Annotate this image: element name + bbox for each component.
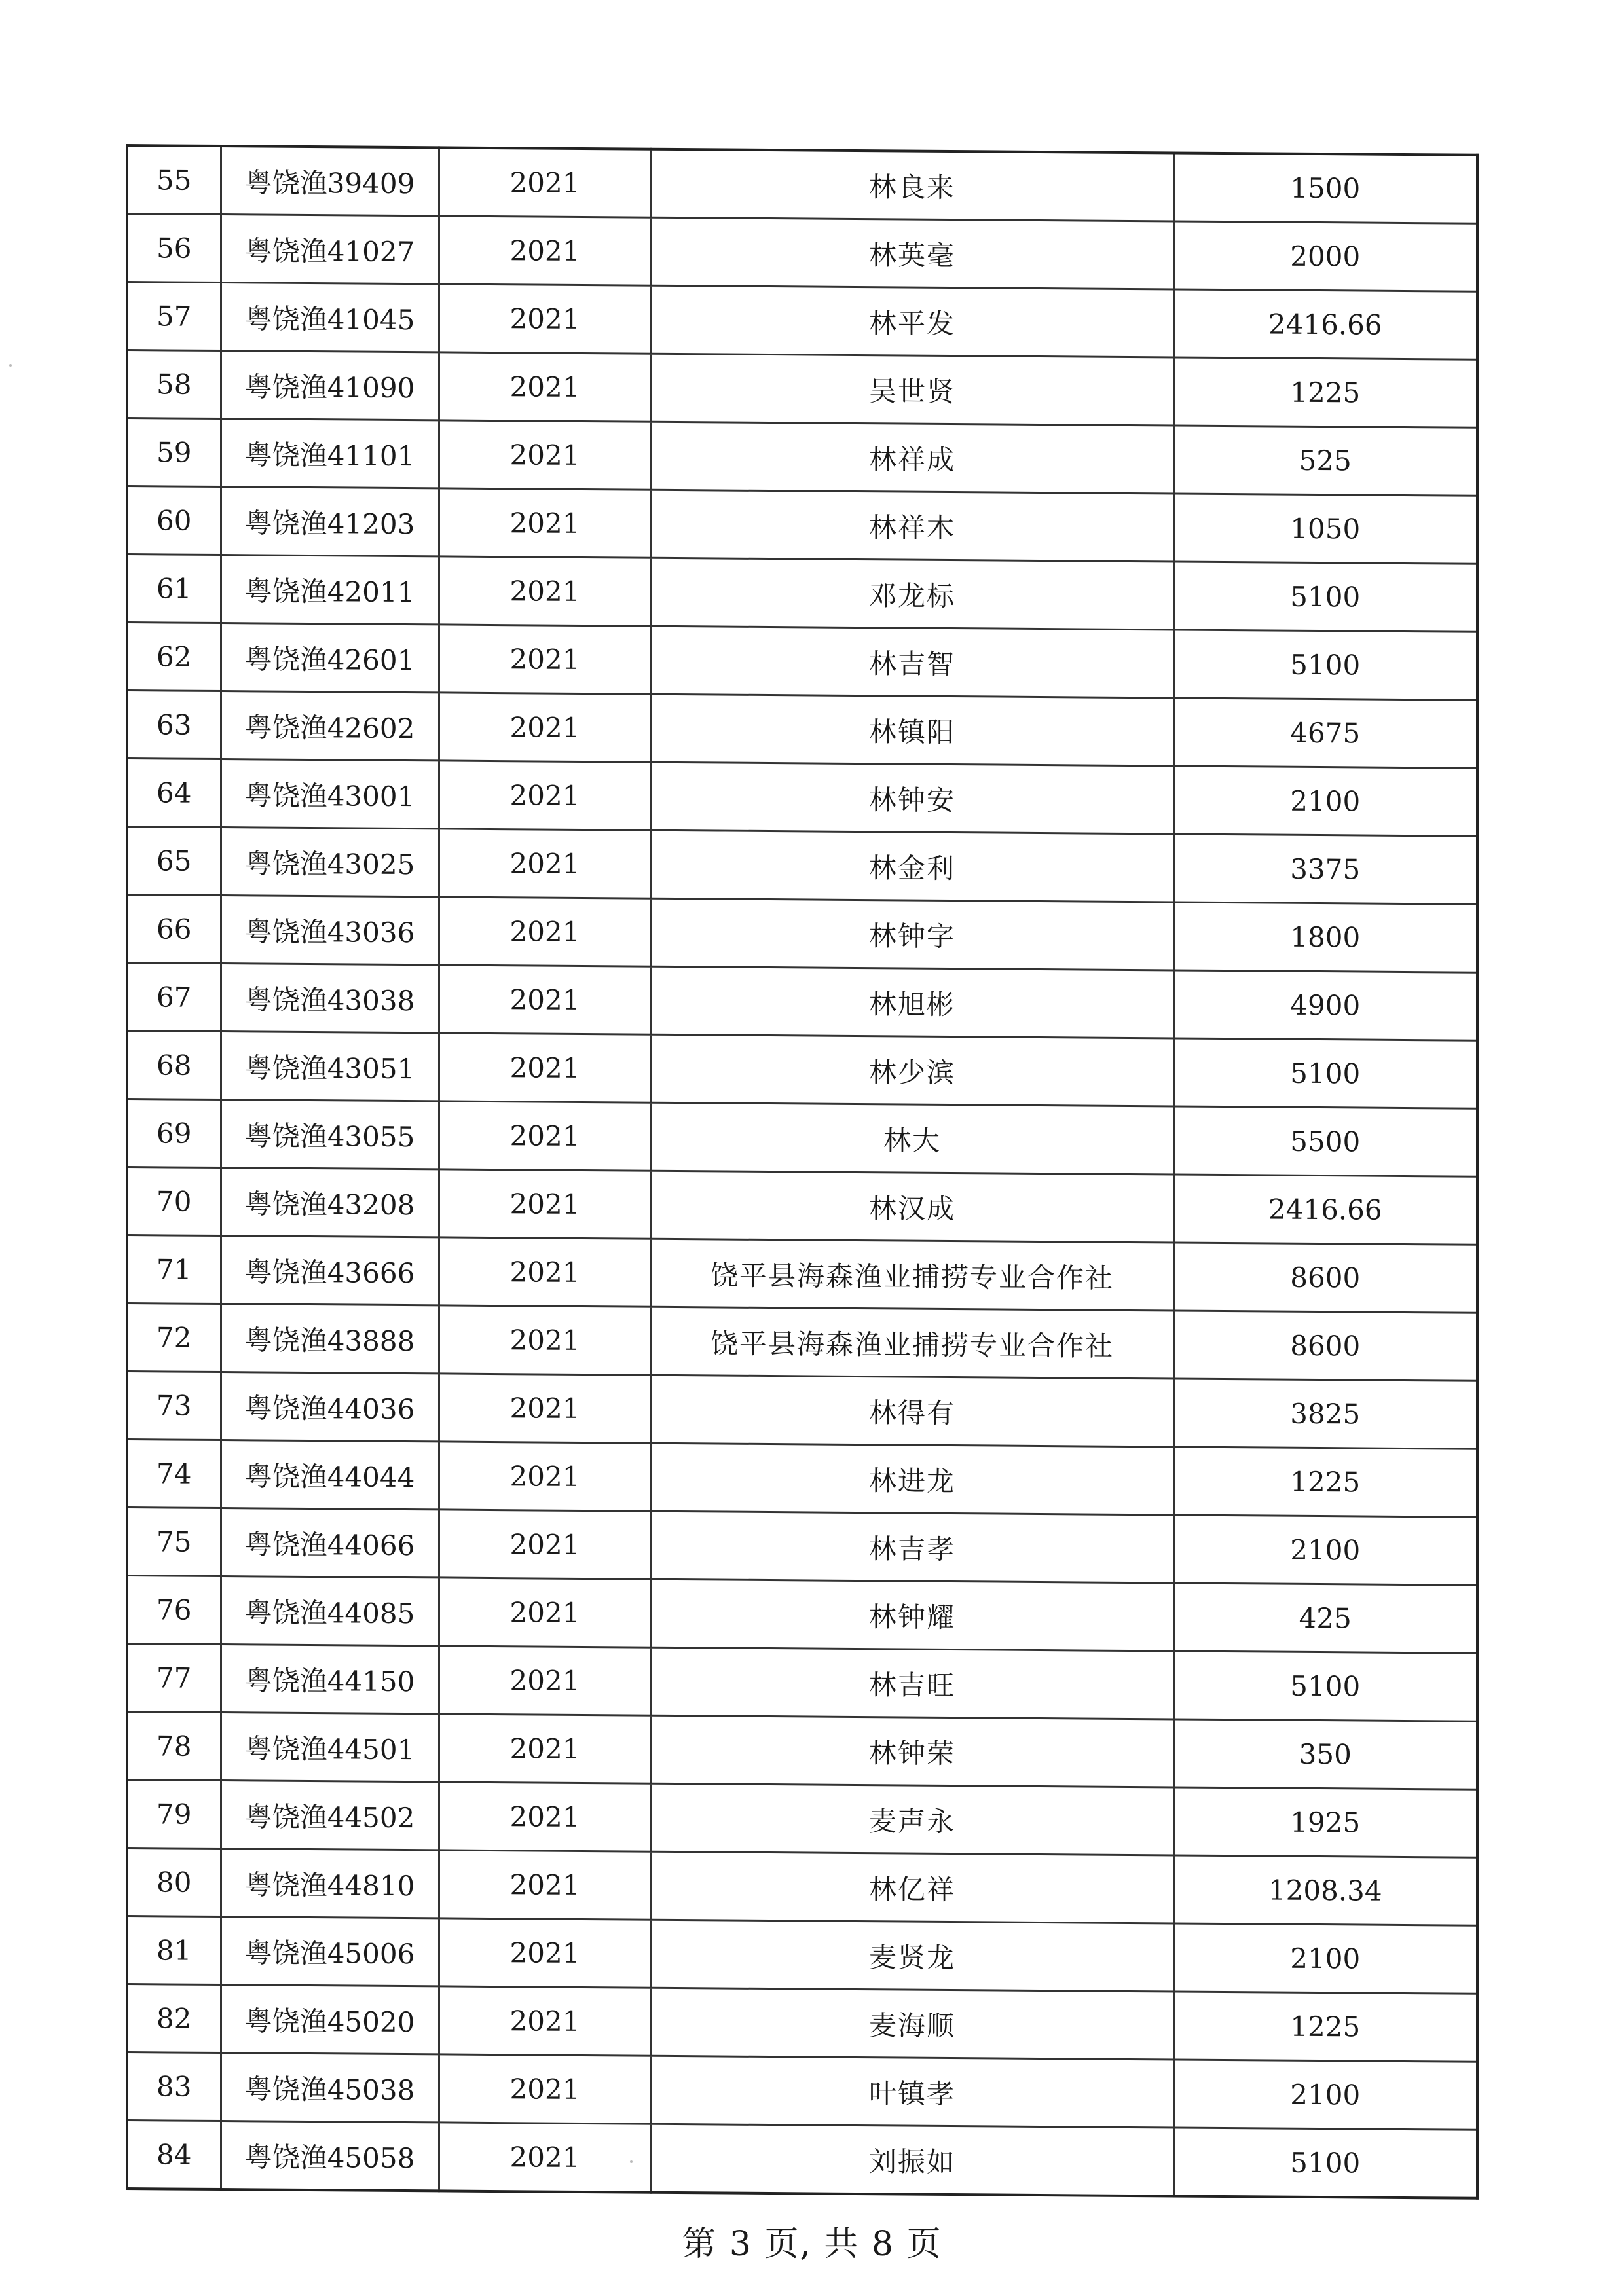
boat-number-cell: 粤饶渔45006 bbox=[221, 1917, 439, 1986]
owner-name-cell: 林良来 bbox=[651, 149, 1173, 221]
boat-number-cell: 粤饶渔44044 bbox=[221, 1440, 439, 1510]
boat-number-cell: 粤饶渔41090 bbox=[221, 351, 439, 420]
amount-cell: 1225 bbox=[1173, 1447, 1477, 1517]
year-cell: 2021 bbox=[439, 1646, 651, 1715]
row-index-cell: 76 bbox=[127, 1576, 221, 1645]
table-row bbox=[127, 486, 1477, 564]
row-index-cell: 81 bbox=[127, 1916, 221, 1985]
table-row bbox=[127, 282, 1477, 360]
boat-number-cell: 粤饶渔43036 bbox=[221, 896, 439, 965]
row-index-cell: 71 bbox=[127, 1235, 221, 1304]
page-number: 第 3 页, 共 8 页 bbox=[682, 2225, 942, 2264]
boat-number-cell: 粤饶渔45058 bbox=[221, 2121, 439, 2191]
amount-cell: 5100 bbox=[1173, 2128, 1477, 2198]
owner-name-cell: 刘振如 bbox=[651, 2124, 1173, 2196]
row-index-cell: 80 bbox=[127, 1848, 221, 1917]
owner-name-cell: 麦声永 bbox=[651, 1783, 1173, 1855]
owner-name-cell: 麦贤龙 bbox=[651, 1920, 1173, 1992]
row-index-cell: 70 bbox=[127, 1167, 221, 1236]
owner-name-cell: 饶平县海森渔业捕捞专业合作社 bbox=[651, 1307, 1173, 1379]
amount-cell: 2100 bbox=[1173, 766, 1477, 836]
boat-number-cell: 粤饶渔43038 bbox=[221, 964, 439, 1033]
boat-number-cell: 粤饶渔44036 bbox=[221, 1372, 439, 1442]
table-row bbox=[127, 214, 1477, 292]
owner-name-cell: 吴世贤 bbox=[651, 354, 1173, 426]
row-index-cell: 66 bbox=[127, 895, 221, 964]
table-row bbox=[127, 2052, 1477, 2130]
table-row bbox=[127, 1099, 1477, 1177]
amount-cell: 1925 bbox=[1173, 1787, 1477, 1857]
amount-cell: 5100 bbox=[1173, 562, 1477, 632]
owner-name-cell: 林得有 bbox=[651, 1375, 1173, 1447]
row-index-cell: 65 bbox=[127, 827, 221, 896]
year-cell: 2021 bbox=[439, 1305, 651, 1375]
row-index-cell: 58 bbox=[127, 350, 221, 419]
boat-number-cell: 粤饶渔43051 bbox=[221, 1032, 439, 1101]
amount-cell: 5100 bbox=[1173, 1038, 1477, 1108]
owner-name-cell: 林旭彬 bbox=[651, 966, 1173, 1038]
year-cell: 2021 bbox=[439, 216, 651, 285]
row-index-cell: 79 bbox=[127, 1780, 221, 1849]
year-cell: 2021 bbox=[439, 829, 651, 898]
boat-number-cell: 粤饶渔42011 bbox=[221, 555, 439, 625]
table-row bbox=[127, 1031, 1477, 1109]
amount-cell: 525 bbox=[1173, 426, 1477, 496]
boat-number-cell: 粤饶渔43666 bbox=[221, 1236, 439, 1305]
boat-number-cell: 粤饶渔42602 bbox=[221, 691, 439, 761]
amount-cell: 2000 bbox=[1173, 221, 1477, 291]
row-index-cell: 68 bbox=[127, 1031, 221, 1100]
amount-cell: 1800 bbox=[1173, 902, 1477, 972]
table-row bbox=[127, 1303, 1477, 1381]
owner-name-cell: 林钟荣 bbox=[651, 1715, 1173, 1787]
boat-number-cell: 粤饶渔41045 bbox=[221, 283, 439, 352]
amount-cell: 4675 bbox=[1173, 698, 1477, 768]
table-row bbox=[127, 1984, 1477, 2062]
row-index-cell: 55 bbox=[127, 145, 221, 215]
row-index-cell: 77 bbox=[127, 1644, 221, 1713]
amount-cell: 425 bbox=[1173, 1583, 1477, 1653]
year-cell: 2021 bbox=[439, 488, 651, 558]
year-cell: 2021 bbox=[439, 556, 651, 626]
year-cell: 2021 bbox=[439, 1986, 651, 2056]
amount-cell: 4900 bbox=[1173, 970, 1477, 1040]
owner-name-cell: 林英毫 bbox=[651, 217, 1173, 289]
row-index-cell: 75 bbox=[127, 1508, 221, 1576]
year-cell: 2021 bbox=[439, 2123, 651, 2193]
owner-name-cell: 林祥木 bbox=[651, 490, 1173, 562]
row-index-cell: 63 bbox=[127, 691, 221, 759]
amount-cell: 1225 bbox=[1173, 357, 1477, 428]
boat-number-cell: 粤饶渔42601 bbox=[221, 623, 439, 693]
owner-name-cell: 林吉智 bbox=[651, 626, 1173, 698]
amount-cell: 2100 bbox=[1173, 1923, 1477, 1994]
amount-cell: 8600 bbox=[1173, 1311, 1477, 1381]
year-cell: 2021 bbox=[439, 352, 651, 422]
year-cell: 2021 bbox=[439, 420, 651, 490]
amount-cell: 2416.66 bbox=[1173, 289, 1477, 359]
owner-name-cell: 林镇阳 bbox=[651, 694, 1173, 766]
amount-cell: 1208.34 bbox=[1173, 1855, 1477, 1925]
amount-cell: 1050 bbox=[1173, 494, 1477, 564]
owner-name-cell: 林大 bbox=[651, 1102, 1173, 1175]
boat-number-cell: 粤饶渔39409 bbox=[221, 146, 439, 216]
boat-number-cell: 粤饶渔41101 bbox=[221, 419, 439, 488]
year-cell: 2021 bbox=[439, 1578, 651, 1647]
owner-name-cell: 林吉旺 bbox=[651, 1647, 1173, 1719]
row-index-cell: 64 bbox=[127, 759, 221, 828]
owner-name-cell: 林祥成 bbox=[651, 422, 1173, 494]
year-cell: 2021 bbox=[439, 284, 651, 354]
row-index-cell: 73 bbox=[127, 1372, 221, 1440]
owner-name-cell: 林平发 bbox=[651, 285, 1173, 357]
row-index-cell: 72 bbox=[127, 1303, 221, 1372]
boat-number-cell: 粤饶渔44501 bbox=[221, 1713, 439, 1782]
owner-name-cell: 林金利 bbox=[651, 830, 1173, 902]
owner-name-cell: 林进龙 bbox=[651, 1443, 1173, 1515]
row-index-cell: 84 bbox=[127, 2121, 221, 2190]
table-row bbox=[127, 895, 1477, 973]
owner-name-cell: 饶平县海森渔业捕捞专业合作社 bbox=[651, 1239, 1173, 1311]
table-row bbox=[127, 1712, 1477, 1790]
row-index-cell: 59 bbox=[127, 418, 221, 487]
amount-cell: 2416.66 bbox=[1173, 1175, 1477, 1245]
boat-number-cell: 粤饶渔43025 bbox=[221, 828, 439, 897]
scan-speck bbox=[9, 364, 12, 367]
table-row bbox=[127, 1848, 1477, 1926]
table-row bbox=[127, 759, 1477, 837]
boat-number-cell: 粤饶渔44066 bbox=[221, 1508, 439, 1578]
table-row bbox=[127, 623, 1477, 701]
table-row bbox=[127, 1235, 1477, 1313]
payment-table bbox=[126, 144, 1479, 2200]
year-cell: 2021 bbox=[439, 1850, 651, 1920]
owner-name-cell: 邓龙标 bbox=[651, 558, 1173, 630]
table-row bbox=[127, 691, 1477, 769]
amount-cell: 8600 bbox=[1173, 1243, 1477, 1313]
year-cell: 2021 bbox=[439, 1918, 651, 1988]
row-index-cell: 83 bbox=[127, 2052, 221, 2121]
row-index-cell: 69 bbox=[127, 1099, 221, 1168]
amount-cell: 3375 bbox=[1173, 834, 1477, 904]
owner-name-cell: 林钟耀 bbox=[651, 1579, 1173, 1651]
table-row bbox=[127, 555, 1477, 632]
boat-number-cell: 粤饶渔45020 bbox=[221, 1985, 439, 2054]
table-row bbox=[127, 1780, 1477, 1858]
year-cell: 2021 bbox=[439, 693, 651, 762]
year-cell: 2021 bbox=[439, 1033, 651, 1102]
amount-cell: 1225 bbox=[1173, 1992, 1477, 2062]
boat-number-cell: 粤饶渔44085 bbox=[221, 1576, 439, 1646]
row-index-cell: 82 bbox=[127, 1984, 221, 2053]
boat-number-cell: 粤饶渔41203 bbox=[221, 487, 439, 556]
owner-name-cell: 林钟字 bbox=[651, 898, 1173, 970]
year-cell: 2021 bbox=[439, 1101, 651, 1171]
table-row bbox=[127, 963, 1477, 1041]
table-row bbox=[127, 1440, 1477, 1518]
row-index-cell: 61 bbox=[127, 555, 221, 623]
year-cell: 2021 bbox=[439, 147, 651, 217]
table-row bbox=[127, 145, 1477, 223]
table-row bbox=[127, 1167, 1477, 1245]
table-row bbox=[127, 1508, 1477, 1586]
amount-cell: 2100 bbox=[1173, 2060, 1477, 2130]
owner-name-cell: 林汉成 bbox=[651, 1171, 1173, 1243]
table-row bbox=[127, 418, 1477, 496]
row-index-cell: 62 bbox=[127, 623, 221, 691]
boat-number-cell: 粤饶渔44810 bbox=[221, 1849, 439, 1918]
table-row bbox=[127, 350, 1477, 428]
boat-number-cell: 粤饶渔41027 bbox=[221, 215, 439, 284]
row-index-cell: 60 bbox=[127, 486, 221, 555]
amount-cell: 5500 bbox=[1173, 1106, 1477, 1176]
year-cell: 2021 bbox=[439, 1374, 651, 1443]
row-index-cell: 74 bbox=[127, 1440, 221, 1508]
year-cell: 2021 bbox=[439, 761, 651, 830]
boat-number-cell: 粤饶渔45038 bbox=[221, 2053, 439, 2123]
year-cell: 2021 bbox=[439, 1510, 651, 1579]
year-cell: 2021 bbox=[439, 1714, 651, 1783]
row-index-cell: 78 bbox=[127, 1712, 221, 1781]
amount-cell: 2100 bbox=[1173, 1515, 1477, 1585]
owner-name-cell: 林亿祥 bbox=[651, 1851, 1173, 1923]
year-cell: 2021 bbox=[439, 1169, 651, 1239]
row-index-cell: 57 bbox=[127, 282, 221, 351]
table-row bbox=[127, 1576, 1477, 1654]
row-index-cell: 67 bbox=[127, 963, 221, 1032]
year-cell: 2021 bbox=[439, 1442, 651, 1511]
amount-cell: 5100 bbox=[1173, 630, 1477, 700]
table-row bbox=[127, 1916, 1477, 1994]
owner-name-cell: 林少滨 bbox=[651, 1034, 1173, 1106]
amount-cell: 1500 bbox=[1173, 153, 1477, 223]
year-cell: 2021 bbox=[439, 1782, 651, 1851]
table-row bbox=[127, 1644, 1477, 1722]
payment-table-body bbox=[127, 145, 1477, 2198]
boat-number-cell: 粤饶渔43001 bbox=[221, 759, 439, 829]
owner-name-cell: 林吉孝 bbox=[651, 1511, 1173, 1583]
boat-number-cell: 粤饶渔44502 bbox=[221, 1781, 439, 1850]
table-row bbox=[127, 1372, 1477, 1449]
table-row bbox=[127, 2121, 1477, 2198]
boat-number-cell: 粤饶渔44150 bbox=[221, 1645, 439, 1714]
year-cell: 2021 bbox=[439, 897, 651, 966]
row-index-cell: 56 bbox=[127, 214, 221, 283]
amount-cell: 5100 bbox=[1173, 1651, 1477, 1721]
year-cell: 2021 bbox=[439, 1237, 651, 1307]
year-cell: 2021 bbox=[439, 965, 651, 1034]
boat-number-cell: 粤饶渔43055 bbox=[221, 1100, 439, 1169]
boat-number-cell: 粤饶渔43888 bbox=[221, 1304, 439, 1374]
year-cell: 2021 bbox=[439, 625, 651, 694]
amount-cell: 3825 bbox=[1173, 1379, 1477, 1449]
owner-name-cell: 麦海顺 bbox=[651, 1988, 1173, 2060]
owner-name-cell: 叶镇孝 bbox=[651, 2056, 1173, 2128]
amount-cell: 350 bbox=[1173, 1719, 1477, 1789]
owner-name-cell: 林钟安 bbox=[651, 762, 1173, 834]
table-row bbox=[127, 827, 1477, 905]
boat-number-cell: 粤饶渔43208 bbox=[221, 1168, 439, 1237]
payment-table-wrapper bbox=[126, 144, 1476, 2179]
year-cell: 2021 bbox=[439, 2054, 651, 2124]
